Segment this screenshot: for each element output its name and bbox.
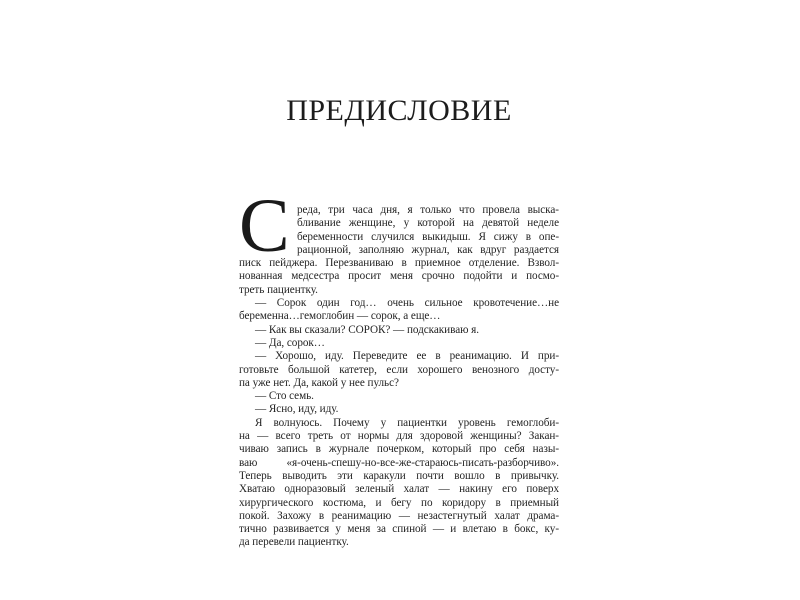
text-line: Теперь выводить эти каракули почти вошло в привычку. xyxy=(239,469,559,482)
text-line: бливание женщине, у которой на девятой неделе xyxy=(297,217,559,230)
text-line: — Ясно, иду, иду. xyxy=(255,403,339,416)
text-line: — Как вы сказали? СОРОК? — подскакиваю я. xyxy=(255,323,480,336)
text-line: треть пациентку. xyxy=(239,283,318,296)
text-line: па уже нет. Да, какой у нее пульс? xyxy=(239,376,399,389)
text-line: да перевели пациентку. xyxy=(239,536,349,549)
text-line: хирургического костюма, и бегу по коридору в приемный xyxy=(239,496,559,509)
text-line: — Хорошо, иду. Переведите ее в реанимацию. И при- xyxy=(255,350,559,363)
text-line: беременности случился выкидыш. Я сижу в опе- xyxy=(297,230,559,243)
text-line: чиваю запись в журнале почерком, который про себя назы- xyxy=(239,443,559,456)
page-title: ПРЕДИСЛОВИЕ xyxy=(286,94,512,128)
text-line: — Сорок один год… очень сильное кровотечение…не xyxy=(255,297,559,310)
drop-cap: С xyxy=(239,184,290,268)
text-line: Хватаю одноразовый зеленый халат — накину его поверх xyxy=(239,483,559,496)
text-line: — Сто семь. xyxy=(255,390,314,403)
text-line: рационной, заполняю журнал, как вдруг раздается xyxy=(297,243,559,256)
text-line: нованная медсестра просит меня срочно подойти и посмо- xyxy=(239,270,559,283)
text-line: тично развивается у меня за спиной — и влетаю в бокс, ку- xyxy=(239,523,559,536)
text-line: готовьте большой катетер, если хорошего венозного досту- xyxy=(239,363,559,376)
text-line: реда, три часа дня, я только что провела выска- xyxy=(297,204,559,216)
text-line: Я волнуюсь. Почему у пациентки уровень гемоглоби- xyxy=(255,416,559,429)
text-line: — Да, сорок… xyxy=(255,336,325,349)
text-line: ваю «я-очень-спешу-но-все-же-стараюсь-писать-разборчиво». xyxy=(239,456,559,469)
text-line: покой. Захожу в реанимацию — незастегнутый халат драма- xyxy=(239,509,559,522)
text-line: на — всего треть от нормы для здоровой женщины? Закан- xyxy=(239,430,559,443)
text-line: писк пейджера. Перезваниваю в приемное отделение. Взвол- xyxy=(239,257,559,270)
text-line: беременна…гемоглобин — сорок, а еще… xyxy=(239,310,441,323)
text-column xyxy=(239,184,559,550)
